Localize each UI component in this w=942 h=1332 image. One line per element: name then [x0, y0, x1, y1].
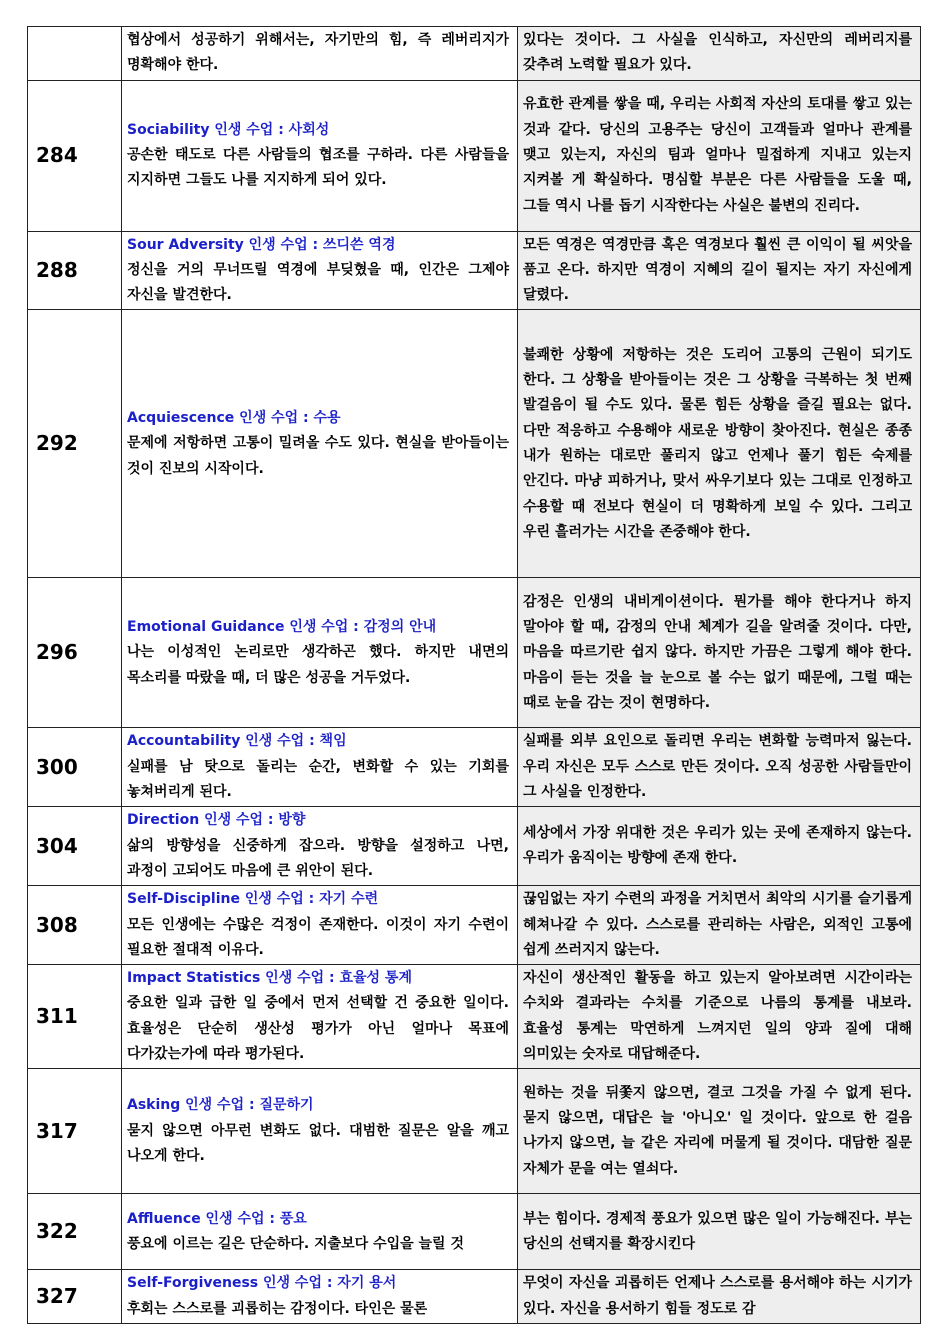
commentary-cell: 불쾌한 상황에 저항하는 것은 도리어 고통의 근원이 되기도 한다. 그 상황을 받아들이는 것은 그 상황을 극복하는 첫 번째 발걸음이 될 수도 있다. 물론 힘든 상황을 즐길 필요는 없다. 다만 적응하고 수용해야 새로운 방향이 찾아진다. 현실은 종종 내가 원하는 대로만 풀리지 않고 언제나 풀기 힘든 숙제를 안긴다. 마냥 피하거나, 맞서 싸우기보다 있는 그대로 인정하고 수용할 때 전보다 현실이 더 명확하게 보일 수 있다. 그리고 우린 흘러가는 시간을 존중해야 한다. [518, 310, 921, 578]
commentary-cell: 유효한 관계를 쌓을 때, 우리는 사회적 자산의 토대를 쌓고 있는 것과 같다. 당신의 고용주는 당신이 고객들과 얼마나 관계를 맺고 있는지, 자신의 팀과 얼마나 밀접하게 지내고 있는지 지켜볼 게 확실하다. 명심할 부분은 다른 사람들을 도울 때, 그들 역시 나를 돕기 시작한다는 사실은 불변의 진리다. [518, 80, 921, 231]
lesson-title: Acquiescence 인생 수업 : 수용 [127, 410, 341, 427]
page-number-cell: 304 [28, 807, 122, 886]
lesson-title: Affluence 인생 수업 : 풍요 [127, 1210, 307, 1227]
quote-table [27, 26, 921, 1324]
lesson-description: 정신을 거의 무너뜨릴 역경에 부딪혔을 때, 인간은 그제야 자신을 발견한다. [127, 261, 509, 304]
lesson-cell [122, 886, 518, 965]
lesson-cell [122, 80, 518, 231]
lesson-description: 문제에 저항하면 고통이 밀려올 수도 있다. 현실을 받아들이는 것이 진보의 시작이다. [127, 435, 509, 477]
lesson-cell [122, 1194, 518, 1270]
commentary-cell: 원하는 것을 뒤쫓지 않으면, 결코 그것을 가질 수 없게 된다. 묻지 않으면, 대답은 늘 '아니오' 일 것이다. 앞으로 한 걸음 나가지 않으면, 늘 같은 자리에 머물게 될 것이다. 대담한 질문 자체가 문을 여는 열쇠다. [518, 1069, 921, 1194]
table-row [28, 886, 921, 965]
lesson-cell [122, 310, 518, 578]
lesson-description: 풍요에 이르는 길은 단순하다. 지출보다 수입을 늘릴 것 [127, 1235, 464, 1252]
table-row [28, 807, 921, 886]
page-number-cell: 300 [28, 728, 122, 807]
table-row [28, 27, 921, 81]
lesson-cell [122, 807, 518, 886]
table-row [28, 1194, 921, 1270]
page-number-cell: 284 [28, 80, 122, 231]
lesson-title: Asking 인생 수업 : 질문하기 [127, 1097, 314, 1114]
lesson-cell [122, 27, 518, 81]
table-row [28, 310, 921, 578]
lesson-title: Self-Discipline 인생 수업 : 자기 수련 [127, 891, 379, 908]
lesson-cell [122, 728, 518, 807]
table-row [28, 80, 921, 231]
lesson-title: Direction 인생 수업 : 방향 [127, 812, 306, 829]
page-number-cell: 311 [28, 965, 122, 1069]
commentary-cell: 자신이 생산적인 활동을 하고 있는지 알아보려면 시간이라는 수치와 결과라는 수치를 기준으로 나름의 통계를 내보라. 효율성 통계는 막연하게 느껴지던 일의 양과 질에 대해 의미있는 숫자로 대답해준다. [518, 965, 921, 1069]
table-row [28, 1069, 921, 1194]
lesson-description: 후회는 스스로를 괴롭히는 감정이다. 타인은 물론 [127, 1300, 428, 1317]
table-row [28, 231, 921, 310]
lesson-description: 묻지 않으면 아무런 변화도 없다. 대범한 질문은 알을 깨고 나오게 한다. [127, 1122, 509, 1164]
commentary-cell: 모든 역경은 역경만큼 혹은 역경보다 훨씬 큰 이익이 될 씨앗을 품고 온다. 하지만 역경이 지혜의 길이 될지는 자기 자신에게 달렸다. [518, 231, 921, 310]
lesson-description: 공손한 태도로 다른 사람들의 협조를 구하라. 다른 사람들을 지지하면 그들도 나를 지지하게 되어 있다. [127, 146, 509, 189]
commentary-cell: 부는 힘이다. 경제적 풍요가 있으면 많은 일이 가능해진다. 부는 당신의 선택지를 확장시킨다 [518, 1194, 921, 1270]
lesson-description: 협상에서 성공하기 위해서는, 자기만의 힘, 즉 레버리지가 명확해야 한다. [127, 32, 509, 74]
table-row [28, 1270, 921, 1324]
page-number-cell: 308 [28, 886, 122, 965]
lesson-title: Accountability 인생 수업 : 책임 [127, 733, 347, 750]
lesson-description: 중요한 일과 급한 일 중에서 먼저 선택할 건 중요한 일이다. 효율성은 단순히 생산성 평가가 아닌 얼마나 목표에 다가갔는가에 따라 평가된다. [127, 995, 509, 1063]
commentary-cell: 무엇이 자신을 괴롭히든 언제나 스스로를 용서해야 하는 시기가 있다. 자신을 용서하기 힘들 정도로 감 [518, 1270, 921, 1324]
table-row [28, 965, 921, 1069]
lesson-title: Emotional Guidance 인생 수업 : 감정의 안내 [127, 619, 437, 636]
lesson-description: 모든 인생에는 수많은 걱정이 존재한다. 이것이 자기 수련이 필요한 절대적 이유다. [127, 916, 509, 958]
page-number-cell [28, 27, 122, 81]
page-number-cell: 288 [28, 231, 122, 310]
lesson-cell [122, 231, 518, 310]
lesson-cell [122, 578, 518, 728]
page-number-cell: 317 [28, 1069, 122, 1194]
lesson-title: Sour Adversity 인생 수업 : 쓰디쓴 역경 [127, 236, 396, 253]
lesson-description: 삶의 방향성을 신중하게 잡으라. 방향을 설정하고 나면, 과정이 고되어도 마음에 큰 위안이 된다. [127, 837, 509, 879]
table-row [28, 728, 921, 807]
commentary-cell: 끊임없는 자기 수련의 과정을 거치면서 최악의 시기를 슬기롭게 헤쳐나갈 수 있다. 스스로를 관리하는 사람은, 외적인 고통에 쉽게 쓰러지지 않는다. [518, 886, 921, 965]
lesson-title: Self-Forgiveness 인생 수업 : 자기 용서 [127, 1275, 397, 1292]
commentary-cell: 있다는 것이다. 그 사실을 인식하고, 자신만의 레버리지를 갖추려 노력할 필요가 있다. [518, 27, 921, 81]
table-row [28, 578, 921, 728]
lesson-cell [122, 1069, 518, 1194]
lesson-cell [122, 1270, 518, 1324]
page-number-cell: 292 [28, 310, 122, 578]
page-number-cell: 327 [28, 1270, 122, 1324]
lesson-description: 실패를 남 탓으로 돌리는 순간, 변화할 수 있는 기회를 놓쳐버리게 된다. [127, 758, 509, 801]
page-number-cell: 296 [28, 578, 122, 728]
commentary-cell: 세상에서 가장 위대한 것은 우리가 있는 곳에 존재하지 않는다. 우리가 움직이는 방향에 존재 한다. [518, 807, 921, 886]
commentary-cell: 실패를 외부 요인으로 돌리면 우리는 변화할 능력마저 잃는다. 우리 자신은 모두 스스로 만든 것이다. 오직 성공한 사람들만이 그 사실을 인정한다. [518, 728, 921, 807]
page-number-cell: 322 [28, 1194, 122, 1270]
lesson-description: 나는 이성적인 논리로만 생각하곤 했다. 하지만 내면의 목소리를 따랐을 때, 더 많은 성공을 거두었다. [127, 644, 509, 686]
commentary-cell: 감정은 인생의 내비게이션이다. 뭔가를 해야 한다거나 하지 말아야 할 때, 감정의 안내 체계가 길을 알려줄 것이다. 다만, 마음을 따르기란 쉽지 않다. 하지만 가끔은 그렇게 해야 한다. 마음이 듣는 것을 늘 눈으로 볼 수는 없기 때문에, 그럴 때는 때로 눈을 감는 것이 현명하다. [518, 578, 921, 728]
lesson-title: Impact Statistics 인생 수업 : 효율성 통계 [127, 970, 412, 987]
lesson-title: Sociability 인생 수업 : 사회성 [127, 121, 330, 138]
lesson-cell [122, 965, 518, 1069]
